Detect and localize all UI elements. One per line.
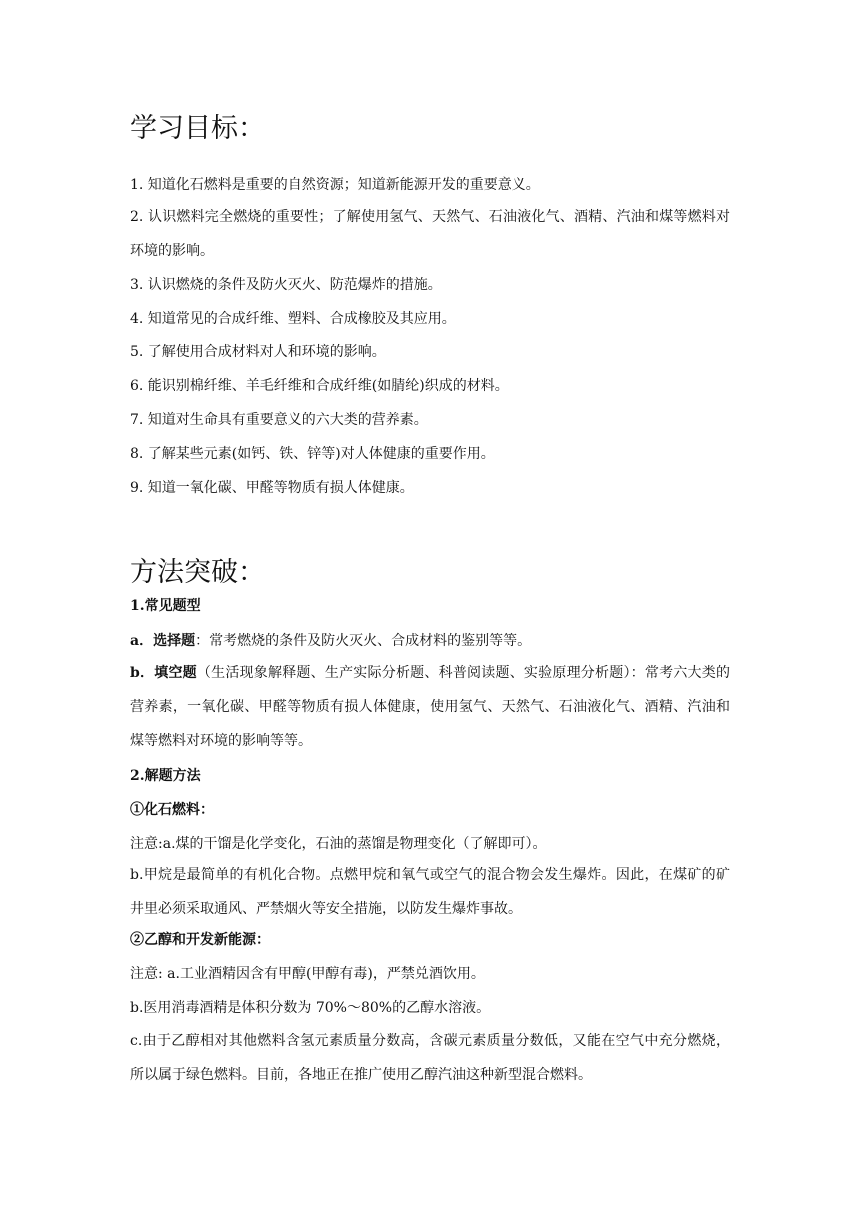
fossil-note-b: b.甲烷是最简单的有机化合物。点燃甲烷和氧气或空气的混合物会发生爆炸。因此，在煤矿的矿井里必须采取通风、严禁烟火等安全措施，以防发生爆炸事故。 [130, 867, 730, 917]
ethanol-note-a: 注意: a.工业酒精因含有甲醇(甲醇有毒)，严禁兑酒饮用。 [130, 966, 485, 982]
ethanol-note-b: b.医用消毒酒精是体积分数为 70%～80%的乙醇水溶液。 [130, 1000, 491, 1016]
ethanol-heading: ②乙醇和开发新能源： [130, 932, 270, 948]
goal-item-5: 5. 了解使用合成材料对人和环境的影响。 [130, 344, 386, 360]
fill-blank-paragraph [130, 656, 730, 758]
method-heading: 方法突破： [130, 557, 265, 588]
fill-blank-label: b．填空题 [130, 665, 197, 681]
ethanol-note-c: c.由于乙醇相对其他燃料含氢元素质量分数高，含碳元素质量分数低，又能在空气中充分燃烧，所以属于绿色燃料。目前，各地正在推广使用乙醇汽油这种新型混合燃料。 [130, 1033, 730, 1083]
goal-item-7: 7. 知道对生命具有重要意义的六大类的营养素。 [130, 412, 428, 428]
goal-item-8: 8. 了解某些元素(如钙、铁、锌等)对人体健康的重要作用。 [130, 446, 495, 462]
goal-item-3: 3. 认识燃烧的条件及防火灭火、防范爆炸的措施。 [130, 277, 442, 293]
fossil-note-a: 注意:a.煤的干馏是化学变化，石油的蒸馏是物理变化（了解即可）。 [130, 836, 547, 852]
choice-question-text: ：常考燃烧的条件及防火灭火、合成材料的鉴别等等。 [195, 633, 532, 649]
goal-item-6: 6. 能识别棉纤维、羊毛纤维和合成纤维(如腈纶)织成的材料。 [130, 378, 509, 394]
choice-question-line [130, 631, 730, 651]
subheading-solving-methods: 2.解题方法 [130, 768, 201, 784]
fill-blank-text: （生活现象解释题、生产实际分析题、科普阅读题、实验原理分析题）：常考六大类的营养素，一氧化碳、甲醛等物质有损人体健康，使用氢气、天然气、石油液化气、酒精、汽油和煤等燃料对环境的影响等等。 [130, 665, 730, 749]
subheading-question-types: 1.常见题型 [130, 598, 201, 614]
choice-question-label: a．选择题 [130, 633, 196, 649]
goal-item-4: 4. 知道常见的合成纤维、塑料、合成橡胶及其应用。 [130, 311, 456, 327]
fossil-fuel-heading: ①化石燃料： [130, 802, 214, 818]
goal-item-1: 1. 知道化石燃料是重要的自然资源；知道新能源开发的重要意义。 [130, 177, 540, 193]
goal-item-2: 2. 认识燃料完全燃烧的重要性；了解使用氢气、天然气、石油液化气、酒精、汽油和煤等燃料对环境的影响。 [130, 209, 730, 259]
goal-item-9: 9. 知道一氧化碳、甲醛等物质有损人体健康。 [130, 480, 414, 496]
learning-goals-heading: 学习目标： [130, 113, 265, 144]
